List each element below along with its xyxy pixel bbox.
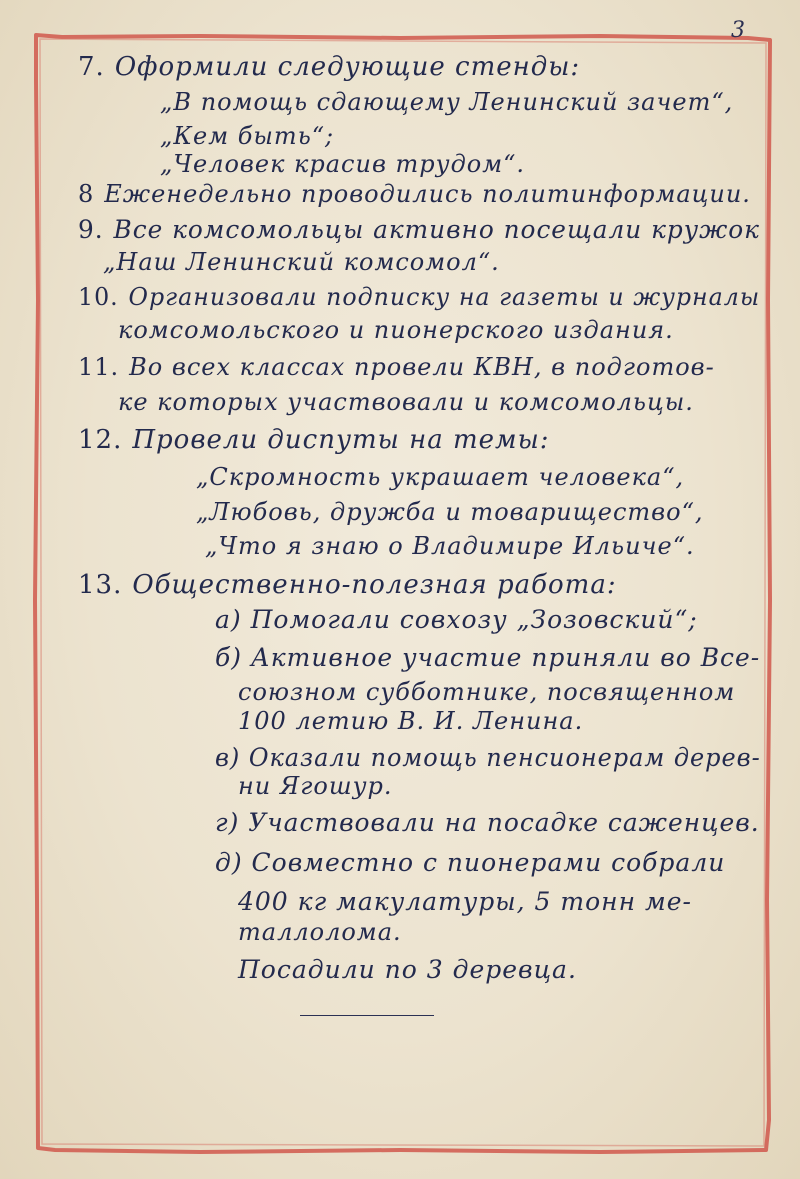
- list-item: [118, 316, 674, 344]
- list-item: [78, 353, 715, 381]
- item-text: 100 летию В. И. Ленина.: [238, 707, 584, 735]
- list-item: [78, 215, 760, 244]
- list-item: [196, 463, 684, 491]
- list-item: [160, 150, 525, 178]
- item-number: 7.: [78, 52, 105, 82]
- item-text: Посадили по 3 деревца.: [238, 955, 577, 984]
- list-item: [118, 388, 694, 416]
- item-number: 11.: [78, 353, 120, 381]
- list-item: [78, 570, 617, 600]
- list-item: [160, 88, 733, 116]
- list-item: [78, 425, 550, 455]
- item-text: союзном субботнике, посвященном: [238, 678, 736, 706]
- list-item: [196, 498, 703, 526]
- list-item: [215, 848, 725, 877]
- list-item: [238, 955, 577, 984]
- item-text: Организовали подписку на газеты и журналы: [128, 283, 761, 311]
- item-text: таллолома.: [238, 918, 402, 946]
- list-item: [78, 52, 580, 82]
- list-item: [238, 887, 692, 916]
- item-text: Во всех классах провели КВН, в подготов-: [129, 353, 715, 381]
- item-text: комсомольского и пионерского издания.: [118, 316, 674, 344]
- item-number: 13.: [78, 570, 123, 600]
- list-item: [238, 707, 583, 735]
- list-item: [215, 605, 698, 634]
- list-item: [215, 743, 761, 772]
- list-item: [238, 678, 735, 706]
- list-item: [78, 283, 760, 311]
- list-item: [215, 643, 760, 672]
- item-text: б) Активное участие приняли во Все-: [215, 643, 761, 672]
- item-text: в) Оказали помощь пенсионерам дерев-: [215, 743, 761, 772]
- item-text: „Кем быть“;: [160, 122, 335, 150]
- item-text: 400 кг макулатуры, 5 тонн ме-: [238, 887, 692, 916]
- item-text: „Человек красив трудом“.: [160, 150, 526, 178]
- item-text: „В помощь сдающему Ленинский зачет“,: [160, 88, 734, 116]
- item-text: „Скромность украшает человека“,: [196, 463, 685, 491]
- list-item: [215, 808, 760, 837]
- item-text: Общественно-полезная работа:: [132, 570, 617, 600]
- item-text: „Что я знаю о Владимире Ильиче“.: [205, 532, 695, 560]
- item-text: Еженедельно проводились политинформации.: [104, 180, 751, 208]
- page-number: 3: [731, 18, 745, 43]
- list-item: [238, 772, 393, 800]
- list-item: [160, 122, 334, 150]
- item-text: Все комсомольцы активно посещали кружок: [113, 215, 760, 244]
- item-number: 10.: [78, 283, 119, 311]
- item-text: а) Помогали совхозу „Зозовский“;: [215, 605, 698, 634]
- closing-rule: [300, 1015, 434, 1016]
- list-item: [205, 532, 695, 560]
- item-number: 9.: [78, 215, 104, 244]
- item-text: г) Участвовали на посадке саженцев.: [215, 808, 760, 837]
- list-item: [103, 248, 500, 276]
- list-item: [78, 180, 751, 208]
- item-text: д) Совместно с пионерами собрали: [215, 848, 726, 877]
- item-number: 8: [78, 180, 95, 208]
- item-text: ни Ягошур.: [238, 772, 393, 800]
- item-text: „Любовь, дружба и товарищество“,: [196, 498, 704, 526]
- item-text: „Наш Ленинский комсомол“.: [103, 248, 500, 276]
- item-number: 12.: [78, 425, 123, 455]
- list-item: [238, 918, 402, 946]
- item-text: Оформили следующие стенды:: [114, 52, 581, 82]
- item-text: Провели диспуты на темы:: [132, 425, 550, 455]
- item-text: ке которых участвовали и комсомольцы.: [118, 388, 694, 416]
